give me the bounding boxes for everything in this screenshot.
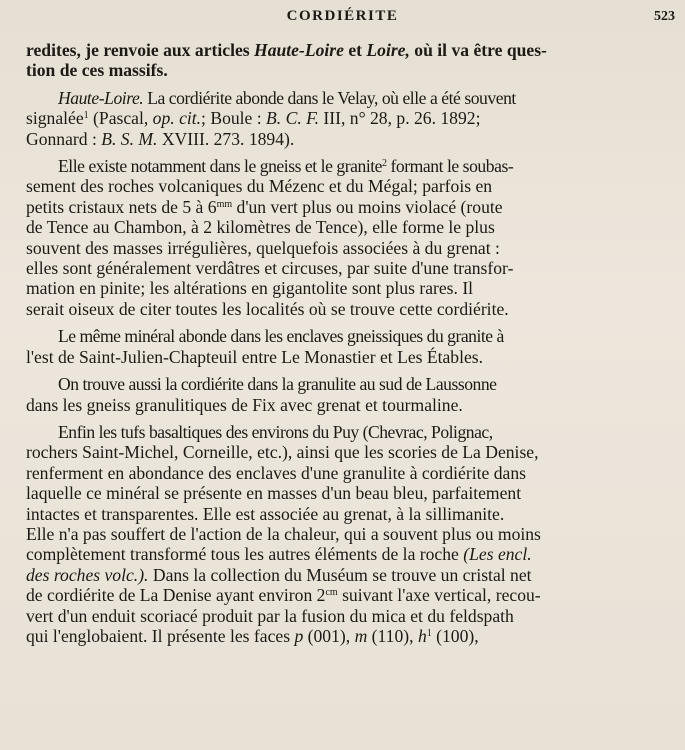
- text-run: Le même minéral abonde dans les enclaves gneissiques du granite à: [58, 326, 504, 347]
- text-line: [26, 422, 677, 442]
- italic-text: Loire,: [366, 40, 410, 60]
- text-line: [26, 626, 677, 646]
- text-run: sement des roches volcaniques du Mézenc et du Mégal; parfois en: [26, 176, 493, 197]
- text-run: de Tence au Chambon, à 2 kilomètres de Tence), elle forme le plus: [26, 217, 495, 238]
- page-number: 523: [654, 9, 675, 24]
- italic-text: Haute-Loire.: [58, 87, 144, 108]
- text-line: [26, 524, 677, 544]
- text-run: renferment en abondance des enclaves d'une granulite à cordiérite dans: [26, 462, 526, 483]
- text-line: [26, 129, 677, 149]
- text-line: [26, 217, 677, 237]
- text-line: [26, 40, 677, 60]
- text-run: Dans la collection du Muséum se trouve un cristal net: [148, 564, 532, 585]
- italic-text: m: [354, 625, 368, 646]
- text-line: [26, 108, 677, 128]
- italic-text: B. S. M.: [101, 128, 158, 149]
- text-run: elles sont généralement verdâtres et circuses, par suite d'une transfor-: [26, 258, 514, 279]
- paragraph: [26, 326, 677, 367]
- text-run: intactes et transparentes. Elle est associée au grenat, à la sillimanite.: [26, 503, 505, 524]
- body-text: [26, 40, 677, 653]
- text-run: mation en pinite; les altérations en gigantolite sont plus rares. Il: [26, 278, 474, 299]
- text-run: (Pascal,: [88, 108, 153, 129]
- running-title: CORDIÉRITE: [286, 8, 399, 24]
- italic-text: Haute-Loire: [254, 40, 344, 60]
- text-line: [26, 299, 677, 319]
- text-line: [26, 585, 677, 605]
- paragraph: [26, 422, 677, 646]
- text-line: [26, 483, 677, 503]
- text-run: (001),: [303, 625, 355, 646]
- text-line: [26, 544, 677, 564]
- text-line: [26, 238, 677, 258]
- text-run: de cordiérite de La Denise ayant environ 2: [26, 585, 326, 606]
- text-run: dans les gneiss granulitiques de Fix avec grenat et tourmaline.: [26, 394, 463, 415]
- text-line: [26, 60, 677, 80]
- text-line: [26, 565, 677, 585]
- text-line: [26, 326, 677, 346]
- text-run: (100),: [431, 625, 479, 646]
- text-line: [26, 88, 677, 108]
- text-run: complètement transformé tous les autres éléments de la roche: [26, 544, 464, 565]
- text-run: qui l'englobaient. Il présente les faces: [26, 625, 295, 646]
- text-run: Elle n'a pas souffert de l'action de la chaleur, qui a souvent plus ou moins: [26, 523, 541, 544]
- text-line: [26, 395, 677, 415]
- text-line: [26, 156, 677, 176]
- text-line: [26, 258, 677, 278]
- text-line: [26, 197, 677, 217]
- text-run: vert d'un enduit scoriacé produit par la fusion du mica et du feldspath: [26, 605, 514, 626]
- italic-text: p: [294, 625, 304, 646]
- text-run: souvent des masses irrégulières, quelquefois associées à du grenat :: [26, 237, 500, 258]
- text-run: tion de ces massifs.: [26, 60, 168, 81]
- page-header: [0, 6, 685, 30]
- text-run: III, n° 28, p. 26. 1892;: [319, 108, 481, 129]
- paragraph: [26, 156, 677, 319]
- text-run: formant le soubas-: [386, 156, 514, 177]
- italic-text: (Les encl.: [463, 544, 532, 565]
- text-run: ; Boule :: [201, 108, 267, 129]
- text-run: La cordiérite abonde dans le Velay, où elle a été souvent: [143, 87, 516, 108]
- text-run: Elle existe notamment dans le gneiss et le granite: [58, 156, 383, 177]
- text-run: (110),: [367, 625, 418, 646]
- superscript: 2: [382, 158, 387, 170]
- text-line: [26, 463, 677, 483]
- text-line: [26, 504, 677, 524]
- text-run: d'un vert plus ou moins violacé (route: [232, 196, 503, 217]
- text-line: [26, 374, 677, 394]
- paragraph: [26, 88, 677, 149]
- text-run: laquelle ce minéral se présente en masses d'un beau bleu, parfaitement: [26, 483, 522, 504]
- superscript: 1: [83, 110, 89, 122]
- text-line: [26, 278, 677, 298]
- text-run: XVIII. 273. 1894).: [157, 128, 295, 149]
- italic-text: B. C. F.: [266, 108, 319, 129]
- paragraph: [26, 40, 677, 81]
- text-run: rochers Saint-Michel, Corneille, etc.), ainsi que les scories de La Denise,: [26, 442, 539, 463]
- paragraph: [26, 374, 677, 415]
- italic-text: des roches volc.).: [26, 564, 149, 585]
- text-line: [26, 442, 677, 462]
- text-run: redites, je renvoie aux articles: [26, 40, 255, 60]
- text-run: suivant l'axe vertical, recou-: [337, 585, 541, 606]
- text-run: signalée: [26, 108, 84, 129]
- superscript: cm: [325, 587, 338, 599]
- text-run: On trouve aussi la cordiérite dans la granulite au sud de Laussonne: [58, 374, 497, 395]
- superscript: mm: [216, 198, 233, 210]
- text-run: l'est de Saint-Julien-Chapteuil entre Le Monastier et Les Étables.: [26, 346, 484, 367]
- text-run: serait oiseux de citer toutes les localités où se trouve cette cordiérite.: [26, 298, 509, 319]
- text-run: et: [343, 40, 367, 60]
- italic-text: h: [417, 625, 427, 646]
- text-run: Enfin les tufs basaltiques des environs du Puy (Chevrac, Polignac,: [58, 421, 493, 442]
- italic-text: op. cit.: [152, 108, 202, 129]
- superscript: 1: [426, 627, 432, 639]
- text-line: [26, 347, 677, 367]
- text-run: petits cristaux nets de 5 à 6: [26, 196, 217, 217]
- text-line: [26, 606, 677, 626]
- text-run: où il va être ques-: [409, 40, 547, 60]
- text-line: [26, 176, 677, 196]
- text-run: Gonnard :: [26, 128, 102, 149]
